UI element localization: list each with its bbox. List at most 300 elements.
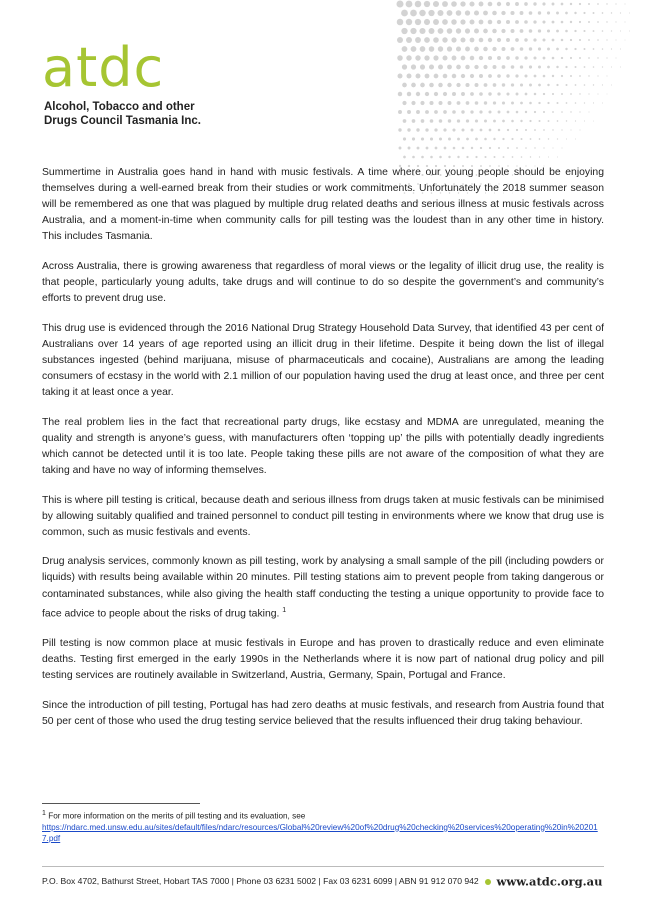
halftone-dot xyxy=(424,1,430,7)
halftone-dot xyxy=(502,101,505,104)
halftone-dot xyxy=(480,129,483,132)
halftone-dot xyxy=(442,37,447,42)
halftone-dot xyxy=(530,156,531,157)
halftone-dot xyxy=(520,83,523,86)
halftone-dot xyxy=(479,74,483,78)
halftone-dot xyxy=(402,46,408,52)
halftone-dot xyxy=(439,156,442,159)
halftone-dot xyxy=(552,147,553,148)
halftone-dot xyxy=(506,20,510,24)
halftone-dot xyxy=(502,83,505,86)
halftone-dot xyxy=(488,74,492,78)
halftone-dot xyxy=(597,3,599,5)
article-body xyxy=(42,165,604,743)
halftone-dot xyxy=(465,28,470,33)
halftone-dot xyxy=(501,47,505,51)
halftone-dot xyxy=(451,37,456,42)
halftone-dot xyxy=(524,20,528,24)
halftone-dot xyxy=(561,21,564,24)
halftone-dot xyxy=(556,30,559,33)
halftone-dot xyxy=(534,75,537,78)
halftone-dot xyxy=(583,12,585,14)
halftone-dot xyxy=(597,93,598,94)
halftone-dot xyxy=(625,4,626,5)
halftone-dot xyxy=(466,101,470,105)
halftone-dot xyxy=(475,83,479,87)
paragraph-1: Summertime in Australia goes hand in hand with music festivals. A time where our young people should be enjoying themselves during a well-earned break from their studies or work commitments. Unfortunately the 2018 summer season will be remembered as one that was plagued by multiple drug related deaths and serious illness at music festivals across Australia, and a moment-in-time when community calls for pill testing was the loudest than in any other time in history. This includes Tasmania. xyxy=(42,167,604,243)
halftone-dot xyxy=(561,93,563,95)
halftone-dot xyxy=(492,11,497,16)
halftone-dot xyxy=(442,19,448,25)
halftone-dot xyxy=(484,101,487,104)
halftone-dot xyxy=(457,119,460,122)
halftone-dot xyxy=(438,83,443,88)
halftone-dot xyxy=(607,94,608,95)
halftone-dot xyxy=(420,101,424,105)
halftone-dot xyxy=(488,2,493,7)
halftone-dot xyxy=(593,102,594,103)
halftone-dot xyxy=(429,28,435,34)
halftone-dot xyxy=(529,11,533,15)
halftone-dot xyxy=(456,46,461,51)
halftone-dot xyxy=(521,138,523,140)
halftone-dot xyxy=(556,66,558,68)
halftone-dot xyxy=(506,2,510,6)
halftone-dot xyxy=(575,102,577,104)
halftone-dot xyxy=(565,48,567,50)
halftone-dot xyxy=(412,156,415,159)
halftone-dot xyxy=(574,30,576,32)
halftone-dot xyxy=(538,11,541,14)
halftone-dot xyxy=(524,74,527,77)
halftone-dot xyxy=(534,147,535,148)
halftone-dot xyxy=(488,110,491,113)
halftone-dot xyxy=(483,47,487,51)
halftone-dot xyxy=(588,93,589,94)
halftone-dot xyxy=(584,48,586,50)
halftone-dot xyxy=(465,47,470,52)
halftone-dot xyxy=(620,30,621,31)
halftone-dot xyxy=(593,30,595,32)
halftone-dot xyxy=(570,129,571,130)
halftone-dot xyxy=(516,111,519,114)
halftone-dot xyxy=(493,65,497,69)
halftone-dot xyxy=(448,138,451,141)
halftone-dot xyxy=(538,102,540,104)
halftone-dot xyxy=(547,11,550,14)
halftone-dot xyxy=(443,128,446,131)
halftone-dot xyxy=(615,39,616,40)
halftone-dot xyxy=(492,29,496,33)
halftone-dot xyxy=(430,137,433,140)
halftone-dot xyxy=(593,84,594,85)
footnote-reference[interactable]: 1 xyxy=(282,606,287,614)
halftone-dot xyxy=(475,101,479,105)
halftone-dot xyxy=(579,75,581,77)
halftone-dot xyxy=(398,74,403,79)
halftone-dot xyxy=(397,37,403,43)
halftone-dot xyxy=(524,38,527,41)
halftone-dot xyxy=(570,57,572,59)
halftone-dot xyxy=(602,66,603,67)
halftone-dot xyxy=(447,28,453,34)
halftone-dot xyxy=(525,111,527,113)
halftone-dot xyxy=(456,65,461,70)
halftone-dot xyxy=(484,138,487,141)
halftone-dot xyxy=(406,55,411,60)
halftone-dot xyxy=(415,37,421,43)
footer-website[interactable]: www.atdc.org.au xyxy=(496,874,603,889)
halftone-dot xyxy=(416,92,420,96)
halftone-dot xyxy=(561,39,564,42)
halftone-dot xyxy=(452,128,455,131)
halftone-dot xyxy=(557,138,558,139)
halftone-dot xyxy=(407,110,411,114)
halftone-dot xyxy=(447,46,452,51)
footnote xyxy=(42,808,602,844)
halftone-dot xyxy=(426,147,429,150)
halftone-dot xyxy=(506,74,509,77)
halftone-dot xyxy=(498,111,501,114)
halftone-dot xyxy=(588,57,590,59)
halftone-dot xyxy=(570,3,572,5)
halftone-dot xyxy=(602,103,603,104)
halftone-dot xyxy=(533,2,536,5)
halftone-dot xyxy=(611,12,612,13)
halftone-dot xyxy=(506,92,509,95)
halftone-dot xyxy=(543,147,544,148)
halftone-dot xyxy=(470,110,473,113)
halftone-dot xyxy=(538,120,540,122)
halftone-dot xyxy=(416,110,420,114)
halftone-dot xyxy=(579,21,581,23)
halftone-dot xyxy=(534,129,536,131)
halftone-dot xyxy=(547,66,550,69)
halftone-dot xyxy=(456,28,461,33)
halftone-dot xyxy=(474,47,479,52)
halftone-dot xyxy=(424,19,430,25)
halftone-dot xyxy=(502,120,505,123)
footnote-link[interactable]: https://ndarc.med.unsw.edu.au/sites/default/files/ndarc/resources/Global%20review%20of%20drug%20checking%20services%20operating%20in%202017.pdf xyxy=(42,822,598,843)
halftone-dot xyxy=(483,11,488,16)
halftone-dot xyxy=(420,46,426,52)
footer-address: P.O. Box 4702, Bathurst Street, Hobart TAS 7000 | Phone 03 6231 5002 | Fax 03 6231 6099 | ABN 91 912 070 942 xyxy=(42,876,479,886)
halftone-dot xyxy=(433,19,439,25)
halftone-dot xyxy=(497,2,501,6)
footnote-text: For more information on the merits of pill testing and its evaluation, see xyxy=(48,811,306,821)
halftone-dot xyxy=(556,12,559,15)
halftone-dot xyxy=(429,101,433,105)
halftone-dot xyxy=(570,39,572,41)
halftone-dot xyxy=(543,93,545,95)
halftone-dot xyxy=(538,66,541,69)
halftone-dot xyxy=(507,111,510,114)
halftone-dot xyxy=(419,28,425,34)
halftone-dot xyxy=(515,20,519,24)
halftone-dot xyxy=(479,38,484,43)
halftone-dot xyxy=(417,147,420,150)
halftone-dot xyxy=(448,156,450,158)
green-dot-icon xyxy=(485,879,491,885)
halftone-dot xyxy=(548,120,550,122)
halftone-dot xyxy=(415,19,421,25)
halftone-dot xyxy=(543,39,546,42)
halftone-dot xyxy=(410,10,417,17)
halftone-dot xyxy=(466,138,469,141)
halftone-dot xyxy=(469,1,474,6)
halftone-dot xyxy=(479,56,483,60)
halftone-dot xyxy=(460,37,465,42)
halftone-dot xyxy=(566,120,567,121)
halftone-dot xyxy=(570,75,572,77)
halftone-dot xyxy=(597,57,598,58)
halftone-dot xyxy=(434,74,439,79)
footer-divider xyxy=(42,866,604,867)
halftone-dot xyxy=(625,22,626,23)
halftone-dot xyxy=(524,2,528,6)
halftone-dot xyxy=(438,46,443,51)
halftone-dot xyxy=(480,147,482,149)
halftone-dot xyxy=(597,21,599,23)
halftone-dot xyxy=(556,84,558,86)
halftone-dot xyxy=(433,37,439,43)
halftone-dot xyxy=(412,119,416,123)
halftone-dot xyxy=(562,148,563,149)
halftone-dot xyxy=(547,102,549,104)
halftone-dot xyxy=(552,21,555,24)
halftone-dot xyxy=(584,66,586,68)
halftone-dot xyxy=(470,74,474,78)
halftone-dot xyxy=(443,92,447,96)
halftone-dot xyxy=(407,128,410,131)
halftone-dot xyxy=(429,83,434,88)
halftone-dot xyxy=(507,147,509,149)
halftone-dot xyxy=(570,111,571,112)
halftone-dot xyxy=(515,74,518,77)
halftone-dot xyxy=(620,12,621,13)
halftone-dot xyxy=(442,55,447,60)
halftone-dot xyxy=(542,2,545,5)
halftone-dot xyxy=(561,129,562,130)
halftone-dot xyxy=(588,3,590,5)
halftone-dot xyxy=(542,20,545,23)
halftone-dot xyxy=(466,156,468,158)
halftone-dot xyxy=(538,47,541,50)
halftone-dot xyxy=(452,92,456,96)
halftone-dot xyxy=(547,29,550,32)
halftone-dot xyxy=(453,147,456,150)
halftone-dot xyxy=(457,138,460,141)
halftone-dot xyxy=(497,74,501,78)
halftone-dot xyxy=(479,2,484,7)
halftone-dot xyxy=(408,147,411,150)
halftone-dot xyxy=(611,48,612,49)
halftone-dot xyxy=(539,138,541,140)
halftone-dot xyxy=(402,64,407,69)
halftone-dot xyxy=(565,66,567,68)
halftone-dot xyxy=(584,120,585,121)
halftone-dot xyxy=(451,1,457,7)
halftone-dot xyxy=(606,3,607,4)
halftone-dot xyxy=(543,57,546,60)
halftone-dot xyxy=(593,121,594,122)
halftone-dot xyxy=(407,74,412,79)
halftone-dot xyxy=(416,128,419,131)
halftone-dot xyxy=(593,12,595,14)
halftone-dot xyxy=(588,39,590,41)
halftone-dot xyxy=(588,75,589,76)
halftone-dot xyxy=(557,102,559,104)
halftone-dot xyxy=(461,92,465,96)
halftone-dot xyxy=(502,65,506,69)
halftone-dot xyxy=(434,92,438,96)
halftone-dot xyxy=(552,93,554,95)
halftone-dot xyxy=(415,1,422,8)
halftone-dot xyxy=(521,156,523,158)
halftone-dot xyxy=(424,37,430,43)
halftone-dot xyxy=(502,138,504,140)
halftone-dot xyxy=(406,19,412,25)
halftone-dot xyxy=(512,156,514,158)
halftone-dot xyxy=(403,137,406,140)
halftone-dot xyxy=(566,138,567,139)
halftone-dot xyxy=(466,119,469,122)
halftone-dot xyxy=(506,38,510,42)
halftone-dot xyxy=(552,75,554,77)
halftone-dot xyxy=(561,75,563,77)
halftone-dot xyxy=(533,56,536,59)
halftone-dot xyxy=(433,1,439,7)
halftone-dot xyxy=(406,37,412,43)
halftone-dot xyxy=(493,101,496,104)
halftone-dot xyxy=(520,47,524,51)
halftone-dot xyxy=(425,110,429,114)
halftone-dot xyxy=(483,29,488,34)
halftone-dot xyxy=(520,11,524,15)
halftone-dot xyxy=(475,119,478,122)
halftone-dot xyxy=(460,19,465,24)
halftone-dot xyxy=(507,129,509,131)
halftone-dot xyxy=(625,40,626,41)
halftone-dot xyxy=(479,92,483,96)
halftone-dot xyxy=(488,92,491,95)
halftone-dot xyxy=(442,1,448,7)
halftone-dot xyxy=(589,112,590,113)
paragraph-2: Across Australia, there is growing awareness that regardless of moral views or the legality of illicit drug use, the reality is that people, particularly young adults, take drugs and will continue to do so despite the government’s and community’s efforts to prevent drug use. xyxy=(42,260,604,305)
halftone-dot xyxy=(525,93,528,96)
halftone-dot xyxy=(629,13,630,14)
paragraph-6-text: Drug analysis services, commonly known as pill testing, work by analysing a small sample of the pill (including powders or liquids) with results being available within 20 minutes. Pill testing stations aim to prevent people from taking dangerous or contaminated substances, while also giving the health staff conducting the testing a unique opportunity to provide face to face advice to people about the risks of drug taking. xyxy=(42,556,604,620)
halftone-dot xyxy=(547,84,549,86)
halftone-dot xyxy=(484,156,486,158)
halftone-dot xyxy=(398,110,402,114)
halftone-dot xyxy=(602,48,604,50)
footnote-divider xyxy=(42,803,200,804)
halftone-dot xyxy=(565,30,568,33)
halftone-dot xyxy=(488,56,492,60)
halftone-dot xyxy=(465,83,469,87)
halftone-dot xyxy=(511,120,514,123)
halftone-dot xyxy=(471,147,473,149)
halftone-dot xyxy=(529,47,532,50)
halftone-dot xyxy=(584,102,585,103)
halftone-dot xyxy=(620,48,621,49)
halftone-dot xyxy=(575,120,576,121)
halftone-dot xyxy=(403,156,406,159)
halftone-dot xyxy=(552,129,553,130)
halftone-dot xyxy=(552,111,554,113)
halftone-dot xyxy=(557,157,558,158)
halftone-dot xyxy=(584,84,586,86)
halftone-dot xyxy=(488,20,493,25)
halftone-dot xyxy=(462,129,465,132)
halftone-dot xyxy=(402,83,407,88)
halftone-dot xyxy=(520,102,523,105)
halftone-dot xyxy=(561,111,563,113)
halftone-dot xyxy=(406,1,413,8)
halftone-dot xyxy=(516,129,518,131)
paragraph-8: Since the introduction of pill testing, Portugal has had zero deaths at music festivals, and research from Austria found that 50 per cent of those who used the drug testing service believed that the results influenced their drug taking behaviour. xyxy=(42,699,604,727)
halftone-dot xyxy=(548,156,549,157)
halftone-dot xyxy=(447,10,453,16)
halftone-dot xyxy=(498,147,500,149)
halftone-dot xyxy=(484,120,487,123)
halftone-dot xyxy=(497,56,501,60)
page-footer xyxy=(42,875,612,888)
halftone-dot xyxy=(411,101,415,105)
halftone-dot xyxy=(397,19,404,26)
halftone-dot xyxy=(593,48,595,50)
halftone-dot xyxy=(403,119,407,123)
halftone-dot xyxy=(552,57,555,60)
halftone-dot xyxy=(398,128,401,131)
halftone-dot xyxy=(561,3,564,6)
paragraph-4: The real problem lies in the fact that recreational party drugs, like ecstasy and MDMA are unregulated, meaning the quality and strength is anyone’s guess, with manufacturers often ‘topping up’ the pills with potentially deadly ingredients which cannot be detected until it is too late. People taking these pills are not aware of the composition of what they are taking and have no way of informing themselves. xyxy=(42,416,604,476)
halftone-dot xyxy=(516,147,518,149)
halftone-dot xyxy=(515,56,518,59)
halftone-dot xyxy=(570,93,572,95)
halftone-dot xyxy=(606,39,607,40)
halftone-dot xyxy=(429,64,434,69)
halftone-dot xyxy=(593,66,595,68)
halftone-dot xyxy=(447,65,452,70)
halftone-dot xyxy=(574,66,576,68)
halftone-dot xyxy=(401,10,408,17)
halftone-dot xyxy=(438,28,444,34)
halftone-dot xyxy=(611,66,612,67)
halftone-dot xyxy=(533,38,536,41)
halftone-dot xyxy=(410,28,416,34)
halftone-dot xyxy=(497,92,500,95)
halftone-dot xyxy=(579,39,581,41)
logo-subtitle-line1: Alcohol, Tobacco and other xyxy=(44,101,195,113)
halftone-dot xyxy=(602,30,604,32)
halftone-dot xyxy=(425,128,428,131)
halftone-dot xyxy=(425,74,430,79)
halftone-dot xyxy=(489,147,491,149)
halftone-dot xyxy=(525,129,527,131)
halftone-dot xyxy=(448,119,451,122)
halftone-dot xyxy=(444,147,447,150)
halftone-dot xyxy=(565,84,567,86)
halftone-dot xyxy=(462,147,465,150)
halftone-dot xyxy=(570,21,572,23)
halftone-dot xyxy=(579,93,580,94)
halftone-dot xyxy=(533,20,536,23)
halftone-dot xyxy=(470,92,474,96)
halftone-dot xyxy=(501,11,505,15)
halftone-dot xyxy=(428,10,434,16)
